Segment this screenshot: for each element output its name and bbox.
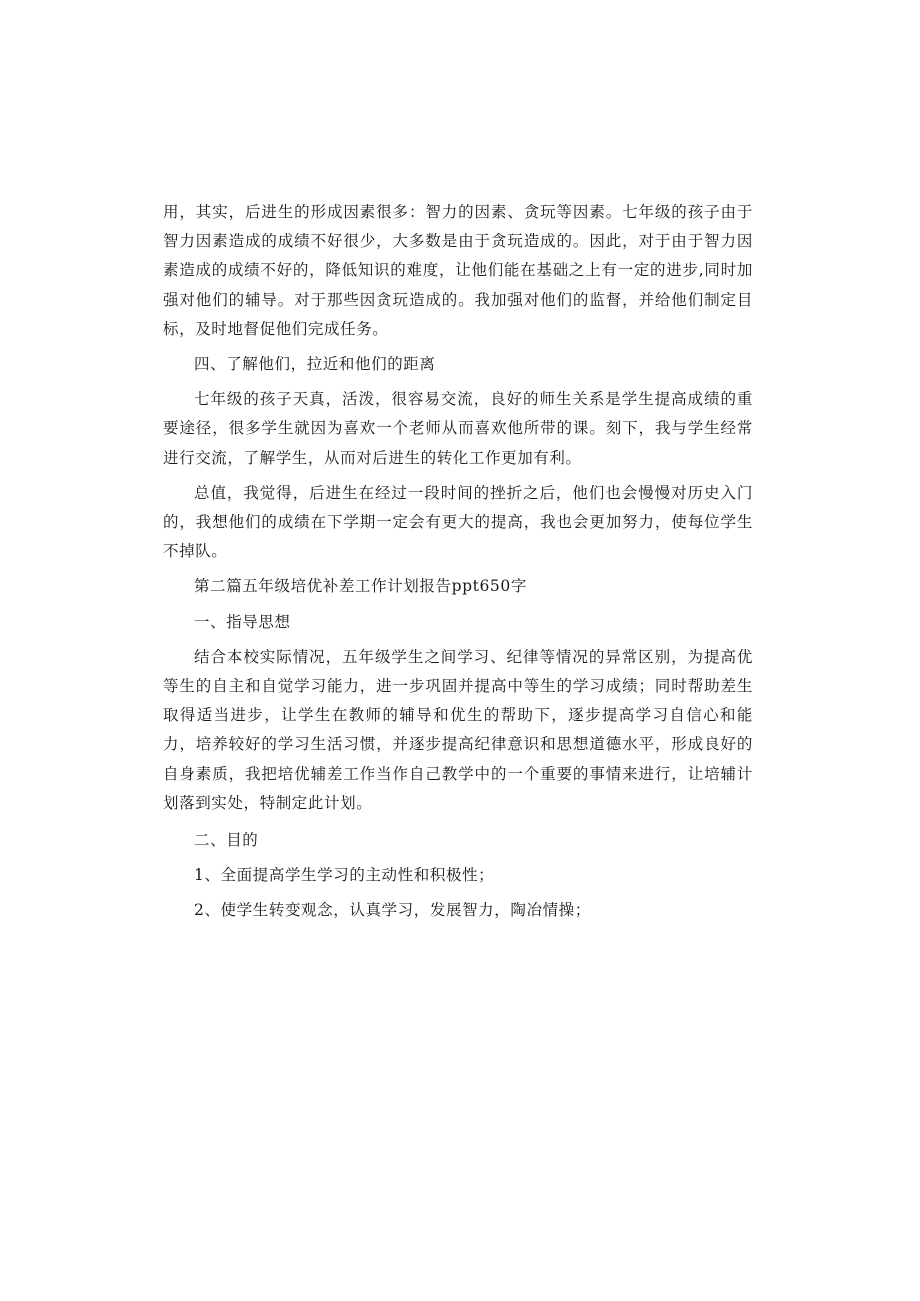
paragraph-rapport: 七年级的孩子天真，活泼，很容易交流，良好的师生关系是学生提高成绩的重要途径，很多学生就因为喜欢一个老师从而喜欢他所带的课。刻下，我与学生经常进行交流，了解学生，从而对后进生的转化工作更加有利。	[163, 390, 753, 467]
document-body	[163, 198, 753, 926]
section-heading-four: 四、了解他们，拉近和他们的距离	[194, 355, 436, 374]
section-heading-two: 二、目的	[194, 831, 259, 850]
paragraph-continuation: 用，其实，后进生的形成因素很多：智力的因素、贪玩等因素。七年级的孩子由于智力因素造成的成绩不好很少，大多数是由于贪玩造成的。因此，对于由于智力因素造成的成绩不好的，降低知识的难度，让他们能在基础之上有一定的进步,同时加强对他们的辅导。对于那些因贪玩造成的。我加强对他们的监督，并给他们制定目标，及时地督促他们完成任务。	[163, 203, 753, 338]
list-item-goal-1: 1、全面提高学生学习的主动性和积极性；	[194, 866, 495, 885]
section-heading-one: 一、指导思想	[194, 612, 291, 631]
paragraph-summary: 总值，我觉得，后进生在经过一段时间的挫折之后，他们也会慢慢对历史入门的，我想他们的成绩在下学期一定会有更大的提高，我也会更加努力，使每位学生不掉队。	[163, 483, 753, 561]
list-item-goal-2: 2、使学生转变观念，认真学习，发展智力，陶冶情操；	[194, 901, 591, 920]
paragraph-guiding-thought: 结合本校实际情况，五年级学生之间学习、纪律等情况的异常区别，为提高优等生的自主和自觉学习能力，进一步巩固并提高中等生的学习成绩；同时帮助差生取得适当进步，让学生在教师的辅导和优生的帮助下，逐步提高学习自信心和能力，培养较好的学习生活习惯，并逐步提高纪律意识和思想道德水平，形成良好的自身素质，我把培优辅差工作当作自己教学中的一个重要的事情来进行，让培辅计划落到实处，特制定此计划。	[163, 647, 753, 812]
article-title: 第二篇五年级培优补差工作计划报告ppt650字	[194, 577, 527, 596]
